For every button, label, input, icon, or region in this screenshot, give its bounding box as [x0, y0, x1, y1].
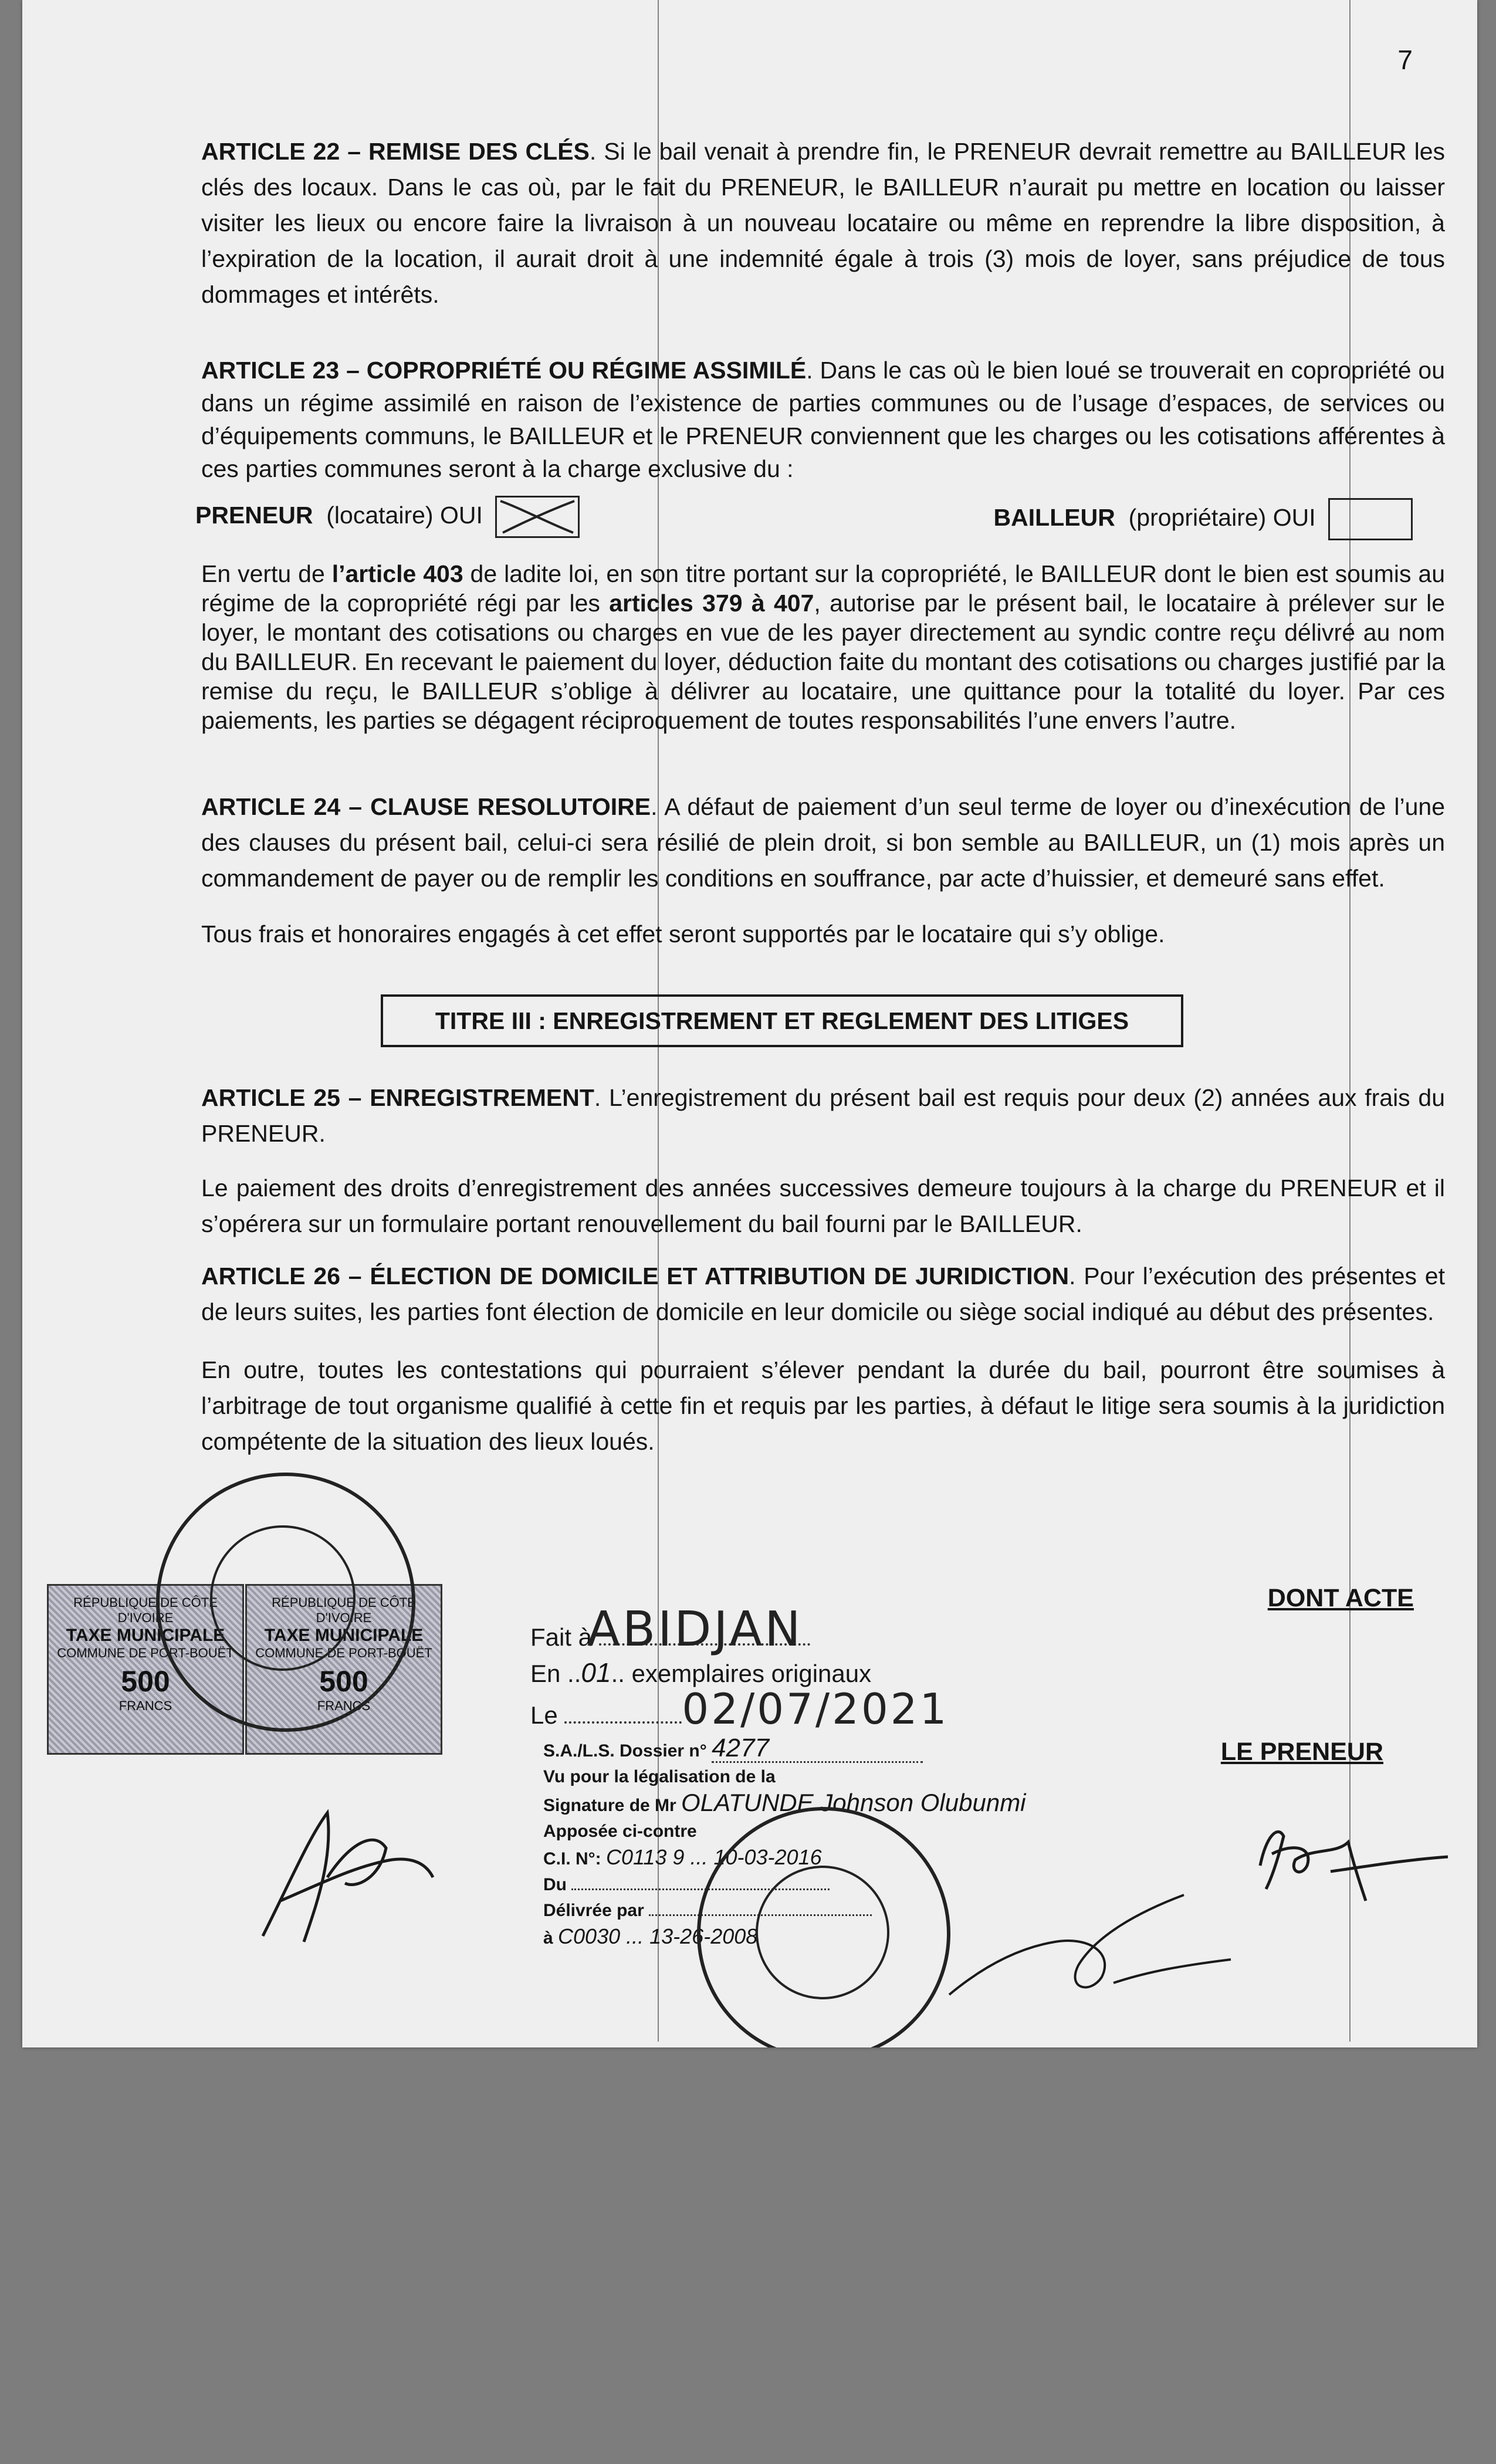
mayor-signature-icon — [937, 1877, 1243, 2012]
a-value: C0030 ... 13-26-2008 — [558, 1924, 758, 1948]
article-23 — [201, 354, 1445, 485]
a-label: à — [543, 1928, 553, 1948]
signature-value: OLATUNDE Johnson Olubunmi — [681, 1789, 1026, 1816]
stamp-taxe: TAXE MUNICIPALE — [264, 1626, 424, 1645]
stamp-commune: COMMUNE DE PORT-BOUËT — [255, 1646, 432, 1660]
paragraph-paiement: Le paiement des droits d’enregistrement des années successives demeure toujours à la charge du PRENEUR et il s’opérera sur un formulaire portant renouvellement du bail fourni par le BAILLEUR. — [201, 1175, 1445, 1237]
article-24 — [201, 789, 1445, 896]
bold-reference: articles 379 à 407 — [609, 590, 814, 617]
stamp-commune: COMMUNE DE PORT-BOUËT — [57, 1646, 234, 1660]
le-label: Le — [530, 1701, 558, 1729]
option-preneur-sub: (locataire) OUI — [326, 501, 483, 529]
text-span: , autorise par le présent bail, le locataire à prélever sur le loyer, le montant des cotisations ou charges en vue de les payer directement au syndic contre reçu délivré au nom du BAILLEUR. En recevant le paiement du loyer, déduction faite du montant des cotisations ou charges justifié par la remise du reçu, le BAILLEUR s’oblige à délivrer au locataire, une quittance pour la totalité du loyer. Par ces paiements, les parties se dégagent réciproquement de toutes responsabilités l’une envers l’autre. — [201, 590, 1446, 734]
checkbox-bailleur-empty[interactable] — [1328, 498, 1413, 540]
section-title-box: TITRE III : ENREGISTREMENT ET REGLEMENT DES LITIGES — [381, 994, 1183, 1047]
en-suffix: exemplaires originaux — [631, 1660, 872, 1687]
text-span: de ladite loi, en son titre portant sur la copropriété, le BAILLEUR dont le bien est soumis au régime de la copropriété régi par les — [201, 560, 1446, 617]
stamp-unit: FRANCS — [119, 1698, 172, 1713]
bold-reference: l’article 403 — [331, 560, 463, 587]
stamp-value: 500 — [319, 1665, 368, 1698]
article-25-heading: ARTICLE 25 – ENREGISTREMENT — [201, 1084, 594, 1111]
option-bailleur-label: BAILLEUR — [993, 503, 1115, 531]
stamp-country: RÉPUBLIQUE DE CÔTE D'IVOIRE — [272, 1595, 416, 1625]
apposee-label: Apposée ci-contre — [543, 1822, 697, 1841]
le-value: 02/07/2021 — [682, 1684, 949, 1734]
article-24-heading: ARTICLE 24 – CLAUSE RESOLUTOIRE — [201, 793, 651, 820]
stamp-value: 500 — [121, 1665, 170, 1698]
page-number: 7 — [1397, 45, 1413, 75]
en-label: En — [530, 1660, 561, 1687]
dossier-value: 4277 — [712, 1735, 923, 1763]
article-24-text: . A défaut de paiement d’un seul terme de loyer ou d’inexécution de l’une des clauses du présent bail, celui-ci sera résilié de plein droit, si bon semble au BAILLEUR, un (1) mois après un commandement de payer ou de remplir les conditions en souffrance, par acte d’huissier, et demeuré sans effet. — [201, 793, 1445, 892]
option-preneur — [195, 496, 580, 538]
le-preneur-label: LE PRENEUR — [1220, 1738, 1383, 1766]
fait-block — [530, 1602, 949, 1734]
document-body — [195, 134, 1446, 1460]
vu-label: Vu pour la légalisation de la — [543, 1767, 776, 1786]
article-26-heading: ARTICLE 26 – ÉLECTION DE DOMICILE ET ATTRIBUTION DE JURIDICTION — [201, 1263, 1069, 1289]
article-26-text: . Pour l’exécution des présentes et de leurs suites, les parties font élection de domicile en leur domicile ou siège social indiqué au début des présentes. — [201, 1263, 1445, 1325]
bailleur-signature-icon — [239, 1795, 451, 1948]
official-seal-inner-ring-icon — [210, 1525, 356, 1671]
article-25-text: . L’enregistrement du présent bail est requis pour deux (2) années aux frais du PRENEUR. — [201, 1084, 1445, 1147]
signature-label: Signature de Mr — [543, 1796, 676, 1815]
fait-a-value: ABIDJAN — [587, 1602, 803, 1657]
cross-mark-icon — [497, 497, 578, 536]
document-page — [22, 0, 1477, 2047]
text-span: En vertu de — [201, 560, 332, 587]
article-22-heading: ARTICLE 22 – REMISE DES CLÉS — [201, 138, 590, 165]
stamp-taxe: TAXE MUNICIPALE — [66, 1626, 225, 1645]
dossier-label: S.A./L.S. Dossier n° — [543, 1741, 707, 1761]
stamp-country: RÉPUBLIQUE DE CÔTE D'IVOIRE — [73, 1595, 218, 1625]
ci-label: C.I. N°: — [543, 1849, 601, 1869]
paragraph-article-403 — [201, 559, 1445, 735]
du-label: Du — [543, 1875, 567, 1894]
option-preneur-label: PRENEUR — [195, 501, 313, 529]
en-line: En ..01.. exemplaires originaux — [530, 1657, 872, 1688]
article-23-heading: ARTICLE 23 – COPROPRIÉTÉ OU RÉGIME ASSIMILÉ — [201, 357, 807, 384]
ci-value: C0113 9 ... 10-03-2016 — [606, 1845, 822, 1869]
paragraph-frais: Tous frais et honoraires engagés à cet effet seront supportés par le locataire qui s’y oblige. — [201, 920, 1165, 947]
paragraph-contestations: En outre, toutes les contestations qui pourraient s’élever pendant la durée du bail, pourront être soumises à l’arbitrage de tout organisme qualifié à cette fin et requis par les parties, à défaut le litige sera soumis à la juridiction compétente de la situation des lieux loués. — [201, 1356, 1445, 1455]
fait-a-line — [530, 1602, 949, 1657]
option-bailleur-sub: (propriétaire) OUI — [1128, 503, 1316, 531]
le-line — [530, 1684, 949, 1734]
option-bailleur — [994, 498, 1413, 540]
dont-acte-label: DONT ACTE — [1267, 1584, 1414, 1612]
signature-zone — [22, 1561, 1477, 2047]
checkbox-preneur-checked[interactable] — [495, 496, 580, 538]
article-22-text: . Si le bail venait à prendre fin, le PRENEUR devrait remettre au BAILLEUR les clés des locaux. Dans le cas où, par le fait du PRENEUR, le BAILLEUR n’aurait pu mettre en location ou laisser visiter les lieux ou encore faire la livraison à un nouveau locataire ou même en reprendre la libre disposition, à l’expiration de la location, il aurait droit à une indemnité égale à trois (3) mois de loyer, sans préjudice de tous dommages et intérêts. — [201, 138, 1446, 308]
preneur-signature-icon — [1243, 1801, 1454, 1907]
article-26 — [201, 1258, 1445, 1330]
charge-options — [195, 490, 1445, 543]
official-seal-mayor-inner-icon — [756, 1866, 889, 1999]
stamp-unit: FRANCS — [317, 1698, 371, 1713]
article-23-text: . Dans le cas où le bien loué se trouverait en copropriété ou dans un régime assimilé en raison de l’existence de parties communes ou de l’usage d’espaces, de services ou d’équipements communs, le BAILLEUR et le PRENEUR conviennent que les charges ou les cotisations afférentes à ces parties communes seront à la charge exclusive du : — [201, 357, 1445, 482]
fait-a-label: Fait à — [530, 1623, 593, 1651]
delivree-label: Délivrée par — [543, 1901, 644, 1920]
article-22 — [201, 134, 1445, 313]
article-25 — [201, 1080, 1445, 1152]
en-value: 01 — [581, 1657, 611, 1688]
